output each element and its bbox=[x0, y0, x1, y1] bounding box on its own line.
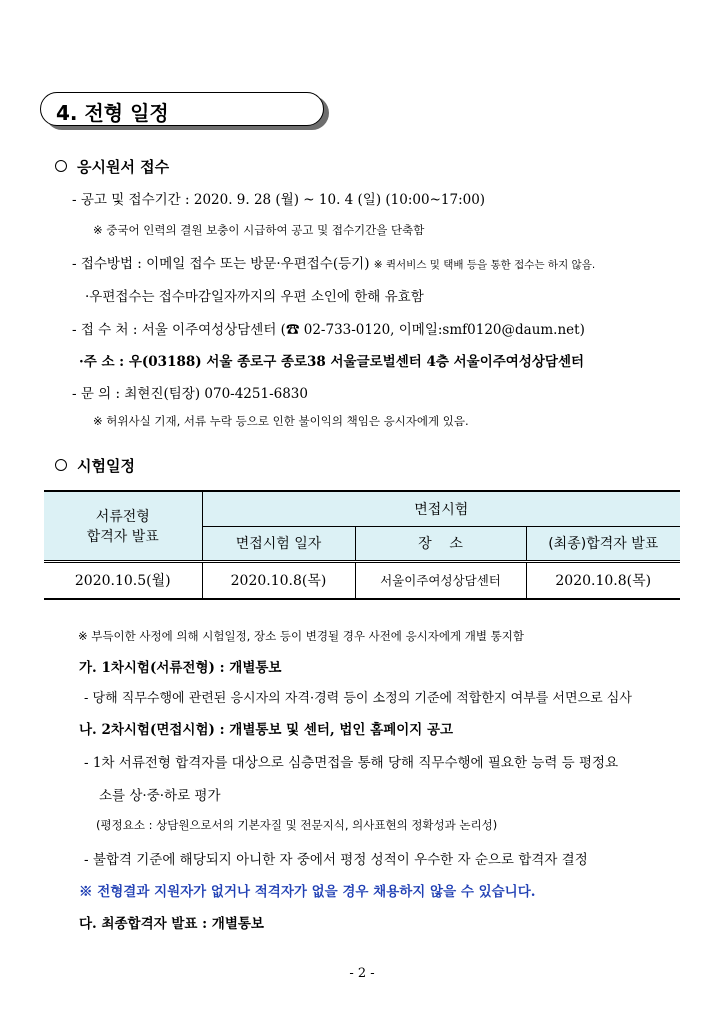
application-period: - 공고 및 접수기간 : 2020. 9. 28 (월) ~ 10. 4 (일) (10:00~17:00) bbox=[72, 192, 486, 208]
application-method-note: ※ 퀵서비스 및 택배 등을 통한 접수는 하지 않음. bbox=[373, 259, 596, 271]
doc-result-header-line1: 서류전형 bbox=[95, 508, 150, 525]
postal-note: ·우편접수는 접수마감일자까지의 우편 소인에 한해 유효함 bbox=[85, 289, 424, 305]
bullet-circle-icon bbox=[55, 160, 67, 172]
schedule-table bbox=[44, 490, 680, 600]
change-note: ※ 부득이한 사정에 의해 시험일정, 장소 등이 변경될 경우 사전에 응시자에게 개별 통지함 bbox=[78, 629, 524, 643]
doc-result-date-cell: 2020.10.5(월) bbox=[44, 561, 202, 599]
false-info-note: ※ 허위사실 기재, 서류 누락 등으로 인한 불이익의 책임은 응시자에게 있음. bbox=[93, 414, 469, 428]
doc-result-header-line2: 합격자 발표 bbox=[86, 528, 159, 545]
interview-place-header: 장 소 bbox=[355, 526, 526, 561]
page-number: - 2 - bbox=[349, 966, 375, 981]
bullet-circle-icon bbox=[55, 459, 67, 471]
step2-desc-line2: 소를 상·중·하로 평가 bbox=[99, 788, 221, 804]
interview-date-cell: 2020.10.8(목) bbox=[202, 561, 355, 599]
address: ·주 소 : 우(03188) 서울 종로구 종로38 서울글로벌센터 4층 서울이주여성상담센터 bbox=[79, 354, 585, 370]
inquiry: - 문 의 : 최현진(팀장) 070-4251-6830 bbox=[72, 386, 308, 402]
schedule-heading: 시험일정 bbox=[77, 457, 135, 475]
step2-fail-criteria: - 불합격 기준에 해당되지 아니한 자 중에서 평정 성적이 우수한 자 순으로 합격자 결정 bbox=[84, 852, 588, 868]
doc-result-header bbox=[44, 491, 202, 561]
step3-title: 다. 최종합격자 발표 : 개별통보 bbox=[79, 916, 264, 932]
final-result-date-cell: 2020.10.8(목) bbox=[526, 561, 680, 599]
interview-place-cell: 서울이주여성상담센터 bbox=[355, 561, 526, 599]
step2-desc-line1: - 1차 서류전형 합격자를 대상으로 심층면접을 통해 당해 직무수행에 필요한 능력 등 평정요 bbox=[84, 755, 619, 771]
recruitment-notice: ※ 전형결과 지원자가 없거나 적격자가 없을 경우 채용하지 않을 수 있습니다. bbox=[79, 884, 536, 900]
application-method-main: - 접수방법 : 이메일 접수 또는 방문·우편접수(등기) bbox=[72, 256, 370, 272]
section-title: 4. 전형 일정 bbox=[56, 101, 169, 125]
interview-date-header: 면접시험 일자 bbox=[202, 526, 355, 561]
step2-eval-factors: (평정요소 : 상담원으로서의 기본자질 및 전문지식, 의사표현의 정확성과 논리성) bbox=[96, 818, 498, 832]
step1-desc: - 당해 직무수행에 관련된 응시자의 자격·경력 등이 소정의 기준에 적합한지 여부를 서면으로 심사 bbox=[84, 691, 632, 706]
application-heading: 응시원서 접수 bbox=[77, 158, 170, 176]
application-method bbox=[72, 252, 595, 272]
interview-group-header: 면접시험 bbox=[202, 491, 680, 526]
final-result-header: (최종)합격자 발표 bbox=[526, 526, 680, 561]
application-period-note: ※ 중국어 인력의 결원 보충이 시급하여 공고 및 접수기간을 단축함 bbox=[93, 223, 425, 237]
step2-title: 나. 2차시험(면접시험) : 개별통보 및 센터, 법인 홈페이지 공고 bbox=[79, 722, 454, 738]
submit-to: - 접 수 처 : 서울 이주여성상담센터 (☎ 02-733-0120, 이메일:smf0120@daum.net) bbox=[72, 322, 585, 338]
step1-title: 가. 1차시험(서류전형) : 개별통보 bbox=[79, 660, 282, 676]
